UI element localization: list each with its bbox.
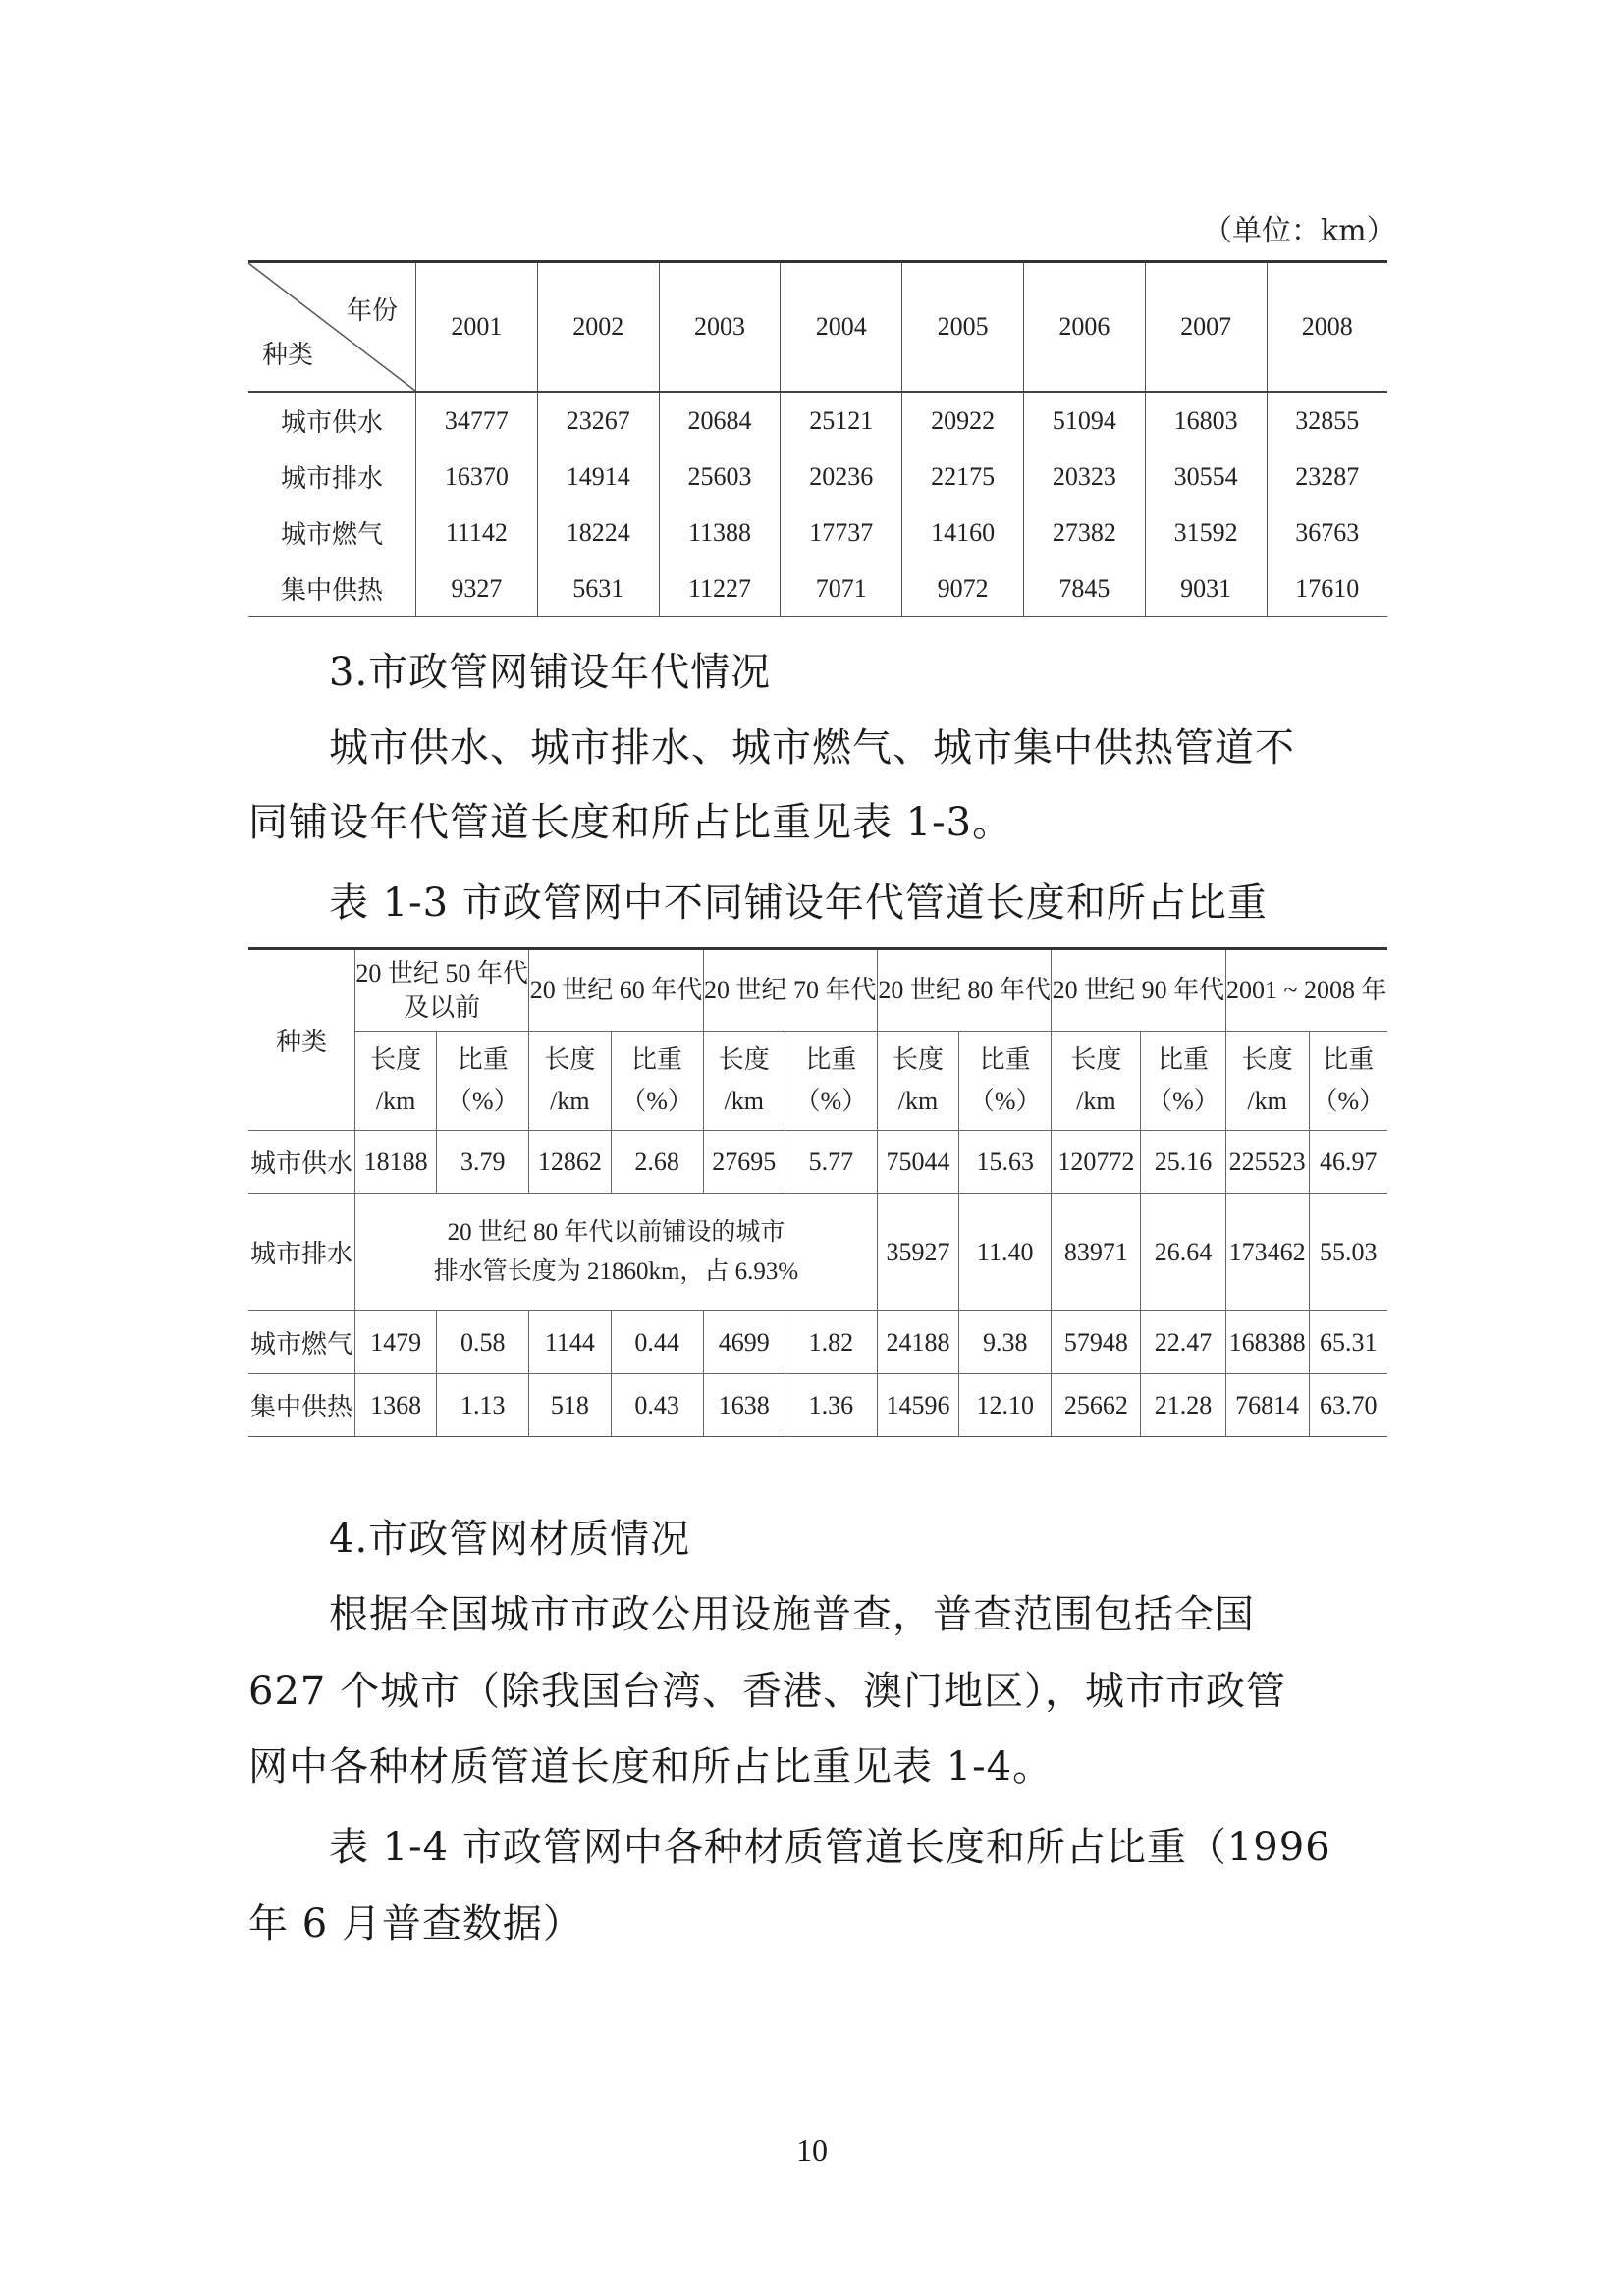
table-cell: 11227	[659, 561, 781, 617]
label-line: /km	[1247, 1087, 1287, 1115]
table-cell: 25.16	[1141, 1131, 1225, 1194]
year-header: 2002	[537, 262, 659, 393]
length-subheader	[1225, 1032, 1309, 1131]
year-header: 2006	[1023, 262, 1145, 393]
table-cell: 16370	[416, 449, 538, 505]
table-row	[248, 561, 1387, 617]
table-cell: 9.38	[959, 1311, 1052, 1374]
header-kind-label: 种类	[262, 341, 314, 369]
percent-subheader	[437, 1032, 529, 1131]
table-cell: 0.58	[437, 1311, 529, 1374]
paragraph-line: 根据全国城市市政公用设施普查，普查范围包括全国	[329, 1592, 1255, 1637]
table-cell: 1479	[355, 1311, 437, 1374]
pipe-length-by-year-table	[248, 260, 1387, 617]
table-cell: 12.10	[959, 1374, 1052, 1437]
table-cell: 26.64	[1141, 1194, 1225, 1311]
year-header: 2001	[416, 262, 538, 393]
table-cell: 15.63	[959, 1131, 1052, 1194]
paragraph-line: 城市供水、城市排水、城市燃气、城市集中供热管道不	[329, 725, 1295, 771]
table-cell: 11142	[416, 505, 538, 561]
row-kind: 城市供水	[248, 1131, 355, 1194]
table-cell: 22175	[902, 449, 1024, 505]
label-line: /km	[724, 1087, 764, 1115]
period-header: 20 世纪 90 年代	[1052, 949, 1225, 1032]
table-caption-1-3: 表 1-3 市政管网中不同铺设年代管道长度和所占比重	[329, 881, 1268, 926]
label-line: 比重	[1323, 1045, 1375, 1075]
table-cell: 20323	[1023, 449, 1145, 505]
table-cell: 36763	[1267, 505, 1387, 561]
table-cell: 120772	[1052, 1131, 1141, 1194]
row-kind: 城市燃气	[280, 520, 383, 549]
year-header: 2008	[1267, 262, 1387, 393]
year-header: 2004	[781, 262, 902, 393]
period-header	[355, 949, 529, 1032]
label-line: 长度	[1070, 1045, 1122, 1075]
diagonal-line	[248, 263, 415, 391]
table-cell: 20684	[659, 392, 781, 449]
table-cell: 75044	[877, 1131, 958, 1194]
label-line: （%）	[1147, 1087, 1219, 1115]
table-cell: 11.40	[959, 1194, 1052, 1311]
label-line: （%）	[621, 1087, 693, 1115]
table-cell: 9031	[1145, 561, 1267, 617]
table-caption-1-4-cont: 年 6 月普查数据）	[248, 1901, 583, 1947]
table-cell: 24188	[877, 1311, 958, 1374]
table-cell: 5631	[537, 561, 659, 617]
label-line: 长度	[718, 1045, 770, 1075]
table-row	[248, 1131, 1387, 1194]
table-cell: 4699	[703, 1311, 785, 1374]
table-row	[248, 1374, 1387, 1437]
percent-subheader	[1141, 1032, 1225, 1131]
row-kind: 城市排水	[248, 1194, 355, 1311]
table-cell: 1638	[703, 1374, 785, 1437]
note-line: 20 世纪 80 年代以前铺设的城市	[447, 1218, 785, 1246]
label-line: 长度	[370, 1045, 422, 1075]
length-subheader	[703, 1032, 785, 1131]
percent-subheader	[785, 1032, 877, 1131]
table-cell: 9072	[902, 561, 1024, 617]
table-row	[248, 1194, 1387, 1311]
table-cell: 14596	[877, 1374, 958, 1437]
table-cell: 168388	[1225, 1311, 1309, 1374]
table-cell: 65.31	[1309, 1311, 1387, 1374]
table-cell: 83971	[1052, 1194, 1141, 1311]
label-line: 长度	[544, 1045, 596, 1075]
paragraph-line: 同铺设年代管道长度和所占比重见表 1-3。	[248, 800, 1013, 845]
table-cell: 63.70	[1309, 1374, 1387, 1437]
table-cell: 34777	[416, 392, 538, 449]
table-cell: 22.47	[1141, 1311, 1225, 1374]
length-subheader	[1052, 1032, 1141, 1131]
label-line: （%）	[446, 1087, 519, 1115]
length-subheader	[877, 1032, 958, 1131]
label-line: 比重	[805, 1045, 857, 1075]
table-cell: 14914	[537, 449, 659, 505]
table-cell: 23267	[537, 392, 659, 449]
table-cell: 17610	[1267, 561, 1387, 617]
year-header: 2005	[902, 262, 1024, 393]
percent-subheader	[1309, 1032, 1387, 1131]
period-header: 20 世纪 80 年代	[877, 949, 1051, 1032]
period-line: 及以前	[404, 993, 481, 1022]
table-cell: 55.03	[1309, 1194, 1387, 1311]
label-line: /km	[550, 1087, 590, 1115]
table-cell: 32855	[1267, 392, 1387, 449]
table-row	[248, 449, 1387, 505]
period-line: 20 世纪 50 年代	[355, 958, 528, 988]
row-kind: 城市排水	[280, 464, 383, 493]
percent-subheader	[959, 1032, 1052, 1131]
row-kind: 城市供水	[280, 408, 383, 437]
table-cell: 35927	[877, 1194, 958, 1311]
table-cell: 46.97	[1309, 1131, 1387, 1194]
table-cell: 7071	[781, 561, 902, 617]
table-caption-1-4: 表 1-4 市政管网中各种材质管道长度和所占比重（1996	[329, 1825, 1331, 1870]
paragraph-line: 627 个城市（除我国台湾、香港、澳门地区），城市市政管	[248, 1669, 1287, 1714]
table-cell: 18188	[355, 1131, 437, 1194]
year-header: 2003	[659, 262, 781, 393]
table-cell: 76814	[1225, 1374, 1309, 1437]
table-cell: 27695	[703, 1131, 785, 1194]
label-line: 长度	[893, 1045, 945, 1075]
table-cell: 25662	[1052, 1374, 1141, 1437]
table-cell: 20922	[902, 392, 1024, 449]
table-cell: 2.68	[611, 1131, 703, 1194]
row-kind: 集中供热	[248, 1374, 355, 1437]
table-cell: 225523	[1225, 1131, 1309, 1194]
table-cell: 9327	[416, 561, 538, 617]
table-cell: 518	[529, 1374, 611, 1437]
table-cell: 21.28	[1141, 1374, 1225, 1437]
length-subheader	[355, 1032, 437, 1131]
table-cell: 20236	[781, 449, 902, 505]
label-line: （%）	[794, 1087, 868, 1115]
label-line: /km	[375, 1087, 416, 1115]
table-cell: 1.82	[785, 1311, 877, 1374]
label-line: （%）	[968, 1087, 1042, 1115]
table-cell: 17737	[781, 505, 902, 561]
table1-unit: （单位：km）	[1203, 214, 1396, 248]
table-cell: 1144	[529, 1311, 611, 1374]
drain-note	[355, 1194, 878, 1311]
percent-subheader	[611, 1032, 703, 1131]
table-cell: 11388	[659, 505, 781, 561]
table-cell: 51094	[1023, 392, 1145, 449]
label-line: 长度	[1241, 1045, 1293, 1075]
table-cell: 3.79	[437, 1131, 529, 1194]
table-cell: 27382	[1023, 505, 1145, 561]
table-cell: 25603	[659, 449, 781, 505]
table-cell: 1.36	[785, 1374, 877, 1437]
section-heading-3: 3.市政管网铺设年代情况	[329, 650, 772, 695]
table2-subheader-row	[248, 1032, 1387, 1131]
table-cell: 23287	[1267, 449, 1387, 505]
label-line: 比重	[1157, 1045, 1209, 1075]
table-cell: 0.43	[611, 1374, 703, 1437]
year-header: 2007	[1145, 262, 1267, 393]
paragraph-line: 网中各种材质管道长度和所占比重见表 1-4。	[248, 1744, 1054, 1789]
period-header: 20 世纪 60 年代	[529, 949, 703, 1032]
table-row	[248, 392, 1387, 449]
period-header: 2001 ~ 2008 年	[1225, 949, 1387, 1032]
table-cell: 25121	[781, 392, 902, 449]
table1-corner-cell	[248, 262, 416, 393]
row-kind: 城市燃气	[248, 1311, 355, 1374]
page-number: 10	[796, 2132, 828, 2167]
table-cell: 1.13	[437, 1374, 529, 1437]
label-line: /km	[897, 1087, 939, 1115]
row-kind: 集中供热	[248, 561, 416, 617]
table-cell: 1368	[355, 1374, 437, 1437]
kind-header: 种类	[248, 949, 355, 1131]
table2-period-row	[248, 949, 1387, 1032]
label-line: /km	[1076, 1087, 1116, 1115]
length-subheader	[529, 1032, 611, 1131]
pipe-length-by-era-table	[248, 947, 1387, 1437]
section-heading-4: 4.市政管网材质情况	[329, 1517, 691, 1562]
label-line: 比重	[979, 1045, 1031, 1075]
period-header: 20 世纪 70 年代	[703, 949, 877, 1032]
table-cell: 30554	[1145, 449, 1267, 505]
table-cell: 16803	[1145, 392, 1267, 449]
table-row	[248, 1311, 1387, 1374]
table-cell: 31592	[1145, 505, 1267, 561]
table-cell: 14160	[902, 505, 1024, 561]
table-cell: 0.44	[611, 1311, 703, 1374]
table-cell: 7845	[1023, 561, 1145, 617]
table-cell: 173462	[1225, 1194, 1309, 1311]
note-line: 排水管长度为 21860km，占 6.93%	[433, 1257, 799, 1285]
label-line: 比重	[457, 1045, 509, 1075]
table-row	[248, 505, 1387, 561]
table-cell: 18224	[537, 505, 659, 561]
table-cell: 5.77	[785, 1131, 877, 1194]
table1-header-row	[248, 262, 1387, 393]
label-line: （%）	[1312, 1087, 1385, 1115]
header-year-label: 年份	[346, 296, 398, 325]
label-line: 比重	[631, 1045, 683, 1075]
table-cell: 57948	[1052, 1311, 1141, 1374]
table-cell: 12862	[529, 1131, 611, 1194]
